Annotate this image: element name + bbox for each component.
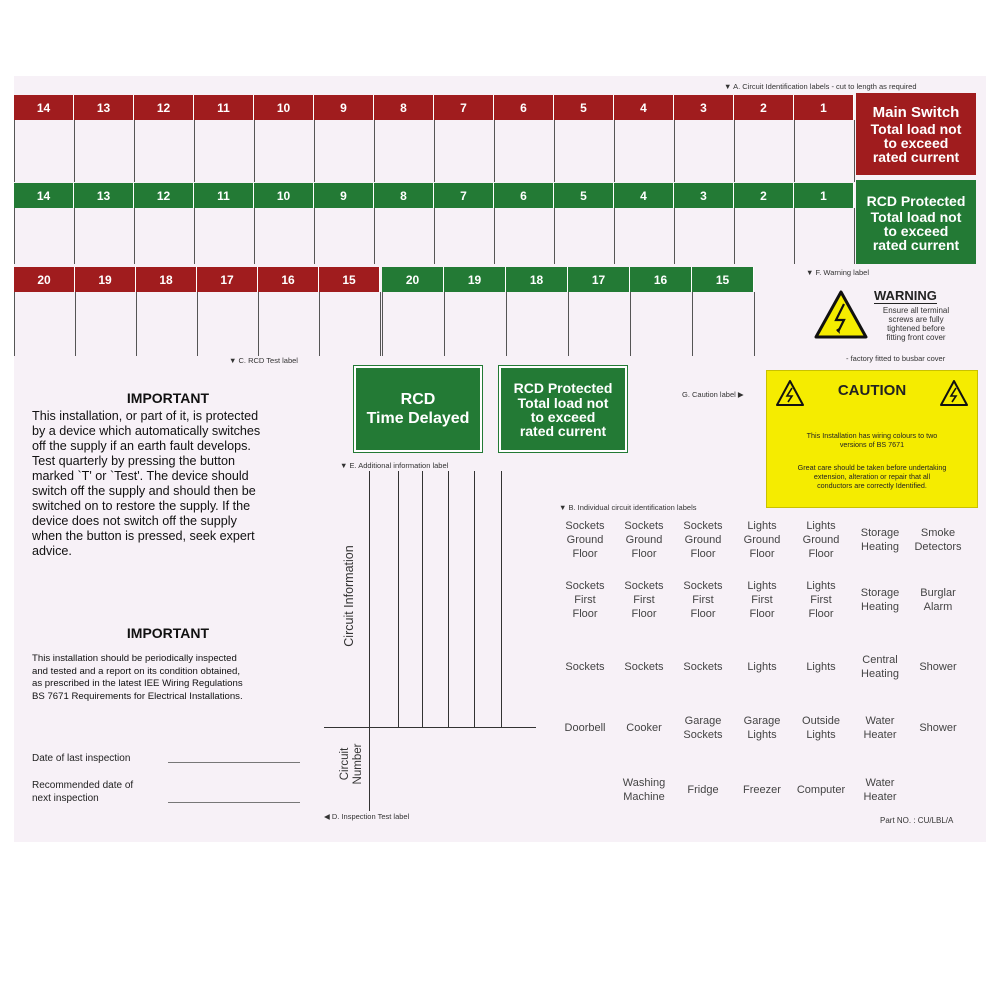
cut-line xyxy=(434,208,435,264)
caution-text1 xyxy=(771,431,973,449)
cut-line xyxy=(614,208,615,264)
important-line: BS 7671 Requirements for Electrical Installations. xyxy=(32,690,243,702)
circuit-number-heading xyxy=(339,744,365,785)
label-a-caption: ▼ A. Circuit Identification labels - cut to length as required xyxy=(724,82,917,91)
circuit-label: Garage Sockets xyxy=(683,715,723,741)
important-title-1: IMPORTANT xyxy=(126,390,210,406)
circuit-label: Sockets Ground Floor xyxy=(624,520,664,560)
electric-hazard-icon xyxy=(814,290,868,340)
rcd-time-delayed-line2: Time Delayed xyxy=(366,410,470,427)
cut-line xyxy=(734,208,735,264)
cut-line xyxy=(314,120,315,182)
circuit-label: Computer xyxy=(796,784,846,796)
warning-text xyxy=(872,306,960,342)
rcd-protected-mid-line2: to exceed xyxy=(530,409,596,425)
circuit-label: Lights Ground Floor xyxy=(743,520,781,560)
rcd-protected-top-line3: rated current xyxy=(872,236,960,253)
label-d-caption: ◀ D. Inspection Test label xyxy=(324,812,410,821)
circuit-label: Water Heater xyxy=(863,715,897,741)
circuit-number-cell: 3 xyxy=(674,183,734,208)
circuit-number-cell: 18 xyxy=(136,267,197,292)
caution-text2 xyxy=(771,463,973,490)
important-line: Test quarterly by pressing the button xyxy=(32,454,236,468)
circuit-strip-red-top xyxy=(14,95,854,120)
cut-line xyxy=(854,208,855,264)
main-switch-line1: Total load not xyxy=(870,121,962,137)
caution-line5: conductors are correctly Identified. xyxy=(817,481,927,490)
circuit-number-cell: 8 xyxy=(374,183,434,208)
circuit-number-cell: 10 xyxy=(254,183,314,208)
cut-line xyxy=(692,292,693,356)
circuit-strip-green xyxy=(14,183,854,208)
cut-line xyxy=(134,208,135,264)
cut-line xyxy=(674,208,675,264)
circuit-label: Fridge xyxy=(687,784,719,796)
circuit-number-cell: 9 xyxy=(314,95,374,120)
cut-line xyxy=(674,120,675,182)
circuit-number-cell: 13 xyxy=(74,183,134,208)
important-line: This installation should be periodically inspected xyxy=(32,653,237,664)
last-inspection-label: Date of last inspection xyxy=(32,753,131,764)
cut-line xyxy=(194,120,195,182)
cut-line xyxy=(14,120,15,182)
part-number: Part NO. : CU/LBL/A xyxy=(880,816,954,825)
circuit-label: Sockets xyxy=(624,661,664,673)
circuit-number-cell: 16 xyxy=(630,267,692,292)
circuit-number-cell: 11 xyxy=(194,183,254,208)
cut-line xyxy=(794,208,795,264)
rcd-protected-mid-label xyxy=(499,366,627,452)
circuit-number-cell: 4 xyxy=(614,95,674,120)
circuit-number-cell: 7 xyxy=(434,95,494,120)
cut-line xyxy=(614,120,615,182)
circuit-number-cell: 12 xyxy=(134,95,194,120)
circuit-label: Central Heating xyxy=(861,654,899,680)
circuit-label: Freezer xyxy=(743,784,781,796)
rcd-protected-mid-line3: rated current xyxy=(519,423,607,439)
circuit-label: Cooker xyxy=(626,722,662,734)
cut-line xyxy=(444,292,445,356)
circuit-number-cell: 19 xyxy=(75,267,136,292)
circuit-label: Lights xyxy=(806,661,836,673)
recommended-inspection-label xyxy=(32,779,133,805)
circuit-number-cell: 15 xyxy=(319,267,380,292)
circuit-number-cell: 3 xyxy=(674,95,734,120)
cut-line xyxy=(630,292,631,356)
circuit-number-cell: 13 xyxy=(74,95,134,120)
circuit-number-cell: 9 xyxy=(314,183,374,208)
label-c-caption: ▼ C. RCD Test label xyxy=(229,356,298,365)
warning-line3: tightened before xyxy=(887,324,945,333)
circuit-number-cell: 5 xyxy=(554,95,614,120)
circuit-number-cell: 2 xyxy=(734,183,794,208)
circuit-number-cell: 16 xyxy=(258,267,319,292)
cut-line xyxy=(794,120,795,182)
circuit-label: Sockets First Floor xyxy=(683,580,723,620)
caution-line1: This Installation has wiring colours to two xyxy=(806,431,938,440)
rcd-protected-top-label xyxy=(856,180,976,264)
warning-line2: screws are fully xyxy=(888,315,944,324)
cut-line xyxy=(197,292,198,356)
cut-line xyxy=(14,208,15,264)
cut-line xyxy=(494,208,495,264)
important-line: and tested and a report on its condition obtained, xyxy=(32,665,241,677)
cut-line xyxy=(554,120,555,182)
circuit-label: Outside Lights xyxy=(802,715,840,741)
circuit-number-cell: 6 xyxy=(494,183,554,208)
circuit-label: Sockets xyxy=(565,661,605,673)
cut-line xyxy=(14,292,15,356)
important-text-1 xyxy=(32,409,332,559)
cut-line xyxy=(734,120,735,182)
cut-line xyxy=(74,120,75,182)
important-line: as prescribed in the latest IEE Wiring Regulations xyxy=(32,678,243,689)
rcd-protected-mid-title: RCD Protected xyxy=(513,380,613,396)
circuit-label: Lights First Floor xyxy=(747,580,777,620)
caution-title: CAUTION xyxy=(837,382,907,399)
circuit-label: Storage Heating xyxy=(860,527,900,553)
main-switch-title: Main Switch xyxy=(872,104,960,121)
important-line: This installation, or part of it, is protected xyxy=(32,409,259,423)
circuit-info-divider xyxy=(448,471,449,727)
electric-hazard-icon xyxy=(939,379,969,407)
cut-line xyxy=(194,208,195,264)
circuit-information-heading: Circuit Information xyxy=(342,545,356,647)
electric-hazard-icon xyxy=(775,379,805,407)
circuit-strip-green-short xyxy=(382,267,754,292)
circuit-label: Sockets First Floor xyxy=(565,580,605,620)
cut-line xyxy=(254,208,255,264)
last-inspection-line xyxy=(168,762,300,763)
circuit-label: Shower xyxy=(919,722,957,734)
warning-line1: Ensure all terminal xyxy=(882,306,950,315)
cut-line xyxy=(75,292,76,356)
circuit-number-cell: 11 xyxy=(194,95,254,120)
rcd-protected-top-line2: to exceed xyxy=(883,222,949,239)
cut-line xyxy=(254,120,255,182)
caution-label xyxy=(766,370,978,508)
circuit-number-cell: 8 xyxy=(374,95,434,120)
cut-line xyxy=(374,208,375,264)
important-line: when the button is pressed, seek expert xyxy=(32,529,255,543)
cut-line xyxy=(258,292,259,356)
circuit-number-cell: 4 xyxy=(614,183,674,208)
circuit-label: Lights Ground Floor xyxy=(802,520,840,560)
warning-title: WARNING xyxy=(874,288,937,303)
cut-line xyxy=(74,208,75,264)
circuit-number-cell: 20 xyxy=(14,267,75,292)
circuit-info-border xyxy=(369,471,370,811)
cut-line xyxy=(382,292,383,356)
important-line: marked `T' or `Test'. The device should xyxy=(32,469,249,483)
circuit-label: Water Heater xyxy=(863,777,897,803)
cut-line xyxy=(506,292,507,356)
circuit-info-divider xyxy=(398,471,399,727)
cut-line xyxy=(434,120,435,182)
circuit-info-divider xyxy=(501,471,502,727)
circuit-number-cell: 18 xyxy=(506,267,568,292)
caution-line2: versions of BS 7671 xyxy=(839,440,905,449)
circuit-label: Sockets Ground Floor xyxy=(683,520,723,560)
main-switch-line2: to exceed xyxy=(883,135,949,151)
recommended-inspection-line xyxy=(168,802,300,803)
circuit-label: Sockets xyxy=(683,661,723,673)
circuit-number-cell: 20 xyxy=(382,267,444,292)
circuit-number-cell: 5 xyxy=(554,183,614,208)
warning-label xyxy=(814,286,964,346)
warning-line4: fitting front cover xyxy=(886,333,946,342)
circuit-strip-red-short xyxy=(14,267,380,292)
circuit-number-cell: 19 xyxy=(444,267,506,292)
circuit-number-line1: Circuit xyxy=(339,747,351,781)
cut-line xyxy=(754,292,755,356)
circuit-number-line2: Number xyxy=(352,743,364,785)
circuit-number-cell: 2 xyxy=(734,95,794,120)
circuit-number-cell: 17 xyxy=(568,267,630,292)
circuit-label: Sockets Ground Floor xyxy=(565,520,605,560)
rcd-time-delayed-line1: RCD xyxy=(400,391,436,408)
cut-line xyxy=(554,208,555,264)
cut-line xyxy=(854,120,855,182)
circuit-number-cell: 1 xyxy=(794,95,854,120)
main-switch-label xyxy=(856,93,976,175)
circuit-label: Doorbell xyxy=(564,722,606,734)
circuit-info-divider xyxy=(474,471,475,727)
important-line: switch off the supply and should then be xyxy=(32,484,256,498)
label-e-caption: ▼ E. Additional information label xyxy=(340,461,449,470)
circuit-number-cell: 6 xyxy=(494,95,554,120)
label-g-caption: G. Caution label ▶ xyxy=(682,390,744,399)
circuit-number-cell: 12 xyxy=(134,183,194,208)
rcd-protected-top-title: RCD Protected xyxy=(866,192,966,209)
circuit-label: Smoke Detectors xyxy=(914,527,962,553)
important-line: switched on to restore the supply. If the xyxy=(32,499,251,513)
main-switch-line3: rated current xyxy=(872,149,960,165)
important-title-2: IMPORTANT xyxy=(126,625,210,641)
circuit-label: Washing Machine xyxy=(622,777,666,803)
label-b-caption: ▼ B. Individual circuit identification labels xyxy=(559,503,697,512)
important-line: off the supply if an earth fault develops. xyxy=(32,439,251,453)
circuit-number-divider xyxy=(324,727,536,728)
important-line: advice. xyxy=(32,544,72,558)
circuit-number-cell: 10 xyxy=(254,95,314,120)
caution-line4: extension, alteration or repair that all xyxy=(813,472,931,481)
rcd-protected-top-line1: Total load not xyxy=(870,208,962,225)
circuit-label: Sockets First Floor xyxy=(624,580,664,620)
cut-line xyxy=(319,292,320,356)
important-text-2 xyxy=(32,653,332,703)
circuit-info-divider xyxy=(422,471,423,727)
circuit-label: Garage Lights xyxy=(743,715,781,741)
important-line: by a device which automatically switches xyxy=(32,424,261,438)
cut-line xyxy=(568,292,569,356)
recommended-line2: next inspection xyxy=(32,793,99,804)
label-f-caption: ▼ F. Warning label xyxy=(806,268,870,277)
circuit-number-cell: 14 xyxy=(14,95,74,120)
circuit-label: Lights First Floor xyxy=(806,580,836,620)
rcd-time-delayed-label xyxy=(354,366,482,452)
rcd-protected-mid-line1: Total load not xyxy=(517,395,609,411)
caution-line3: Great care should be taken before undertaking xyxy=(797,463,947,472)
cut-line xyxy=(136,292,137,356)
cut-line xyxy=(314,208,315,264)
factory-caption: - factory fitted to busbar cover xyxy=(846,354,946,363)
circuit-label: Lights xyxy=(747,661,777,673)
recommended-line1: Recommended date of xyxy=(32,780,134,791)
cut-line xyxy=(380,292,381,356)
circuit-number-cell: 7 xyxy=(434,183,494,208)
circuit-label: Burglar Alarm xyxy=(920,587,956,613)
label-sheet xyxy=(14,76,986,842)
circuit-number-cell: 1 xyxy=(794,183,854,208)
circuit-label: Storage Heating xyxy=(860,587,900,613)
cut-line xyxy=(374,120,375,182)
important-line: device does not switch off the supply xyxy=(32,514,237,528)
cut-line xyxy=(134,120,135,182)
circuit-label: Shower xyxy=(919,661,957,673)
circuit-number-cell: 17 xyxy=(197,267,258,292)
circuit-number-cell: 14 xyxy=(14,183,74,208)
circuit-number-cell: 15 xyxy=(692,267,754,292)
cut-line xyxy=(494,120,495,182)
